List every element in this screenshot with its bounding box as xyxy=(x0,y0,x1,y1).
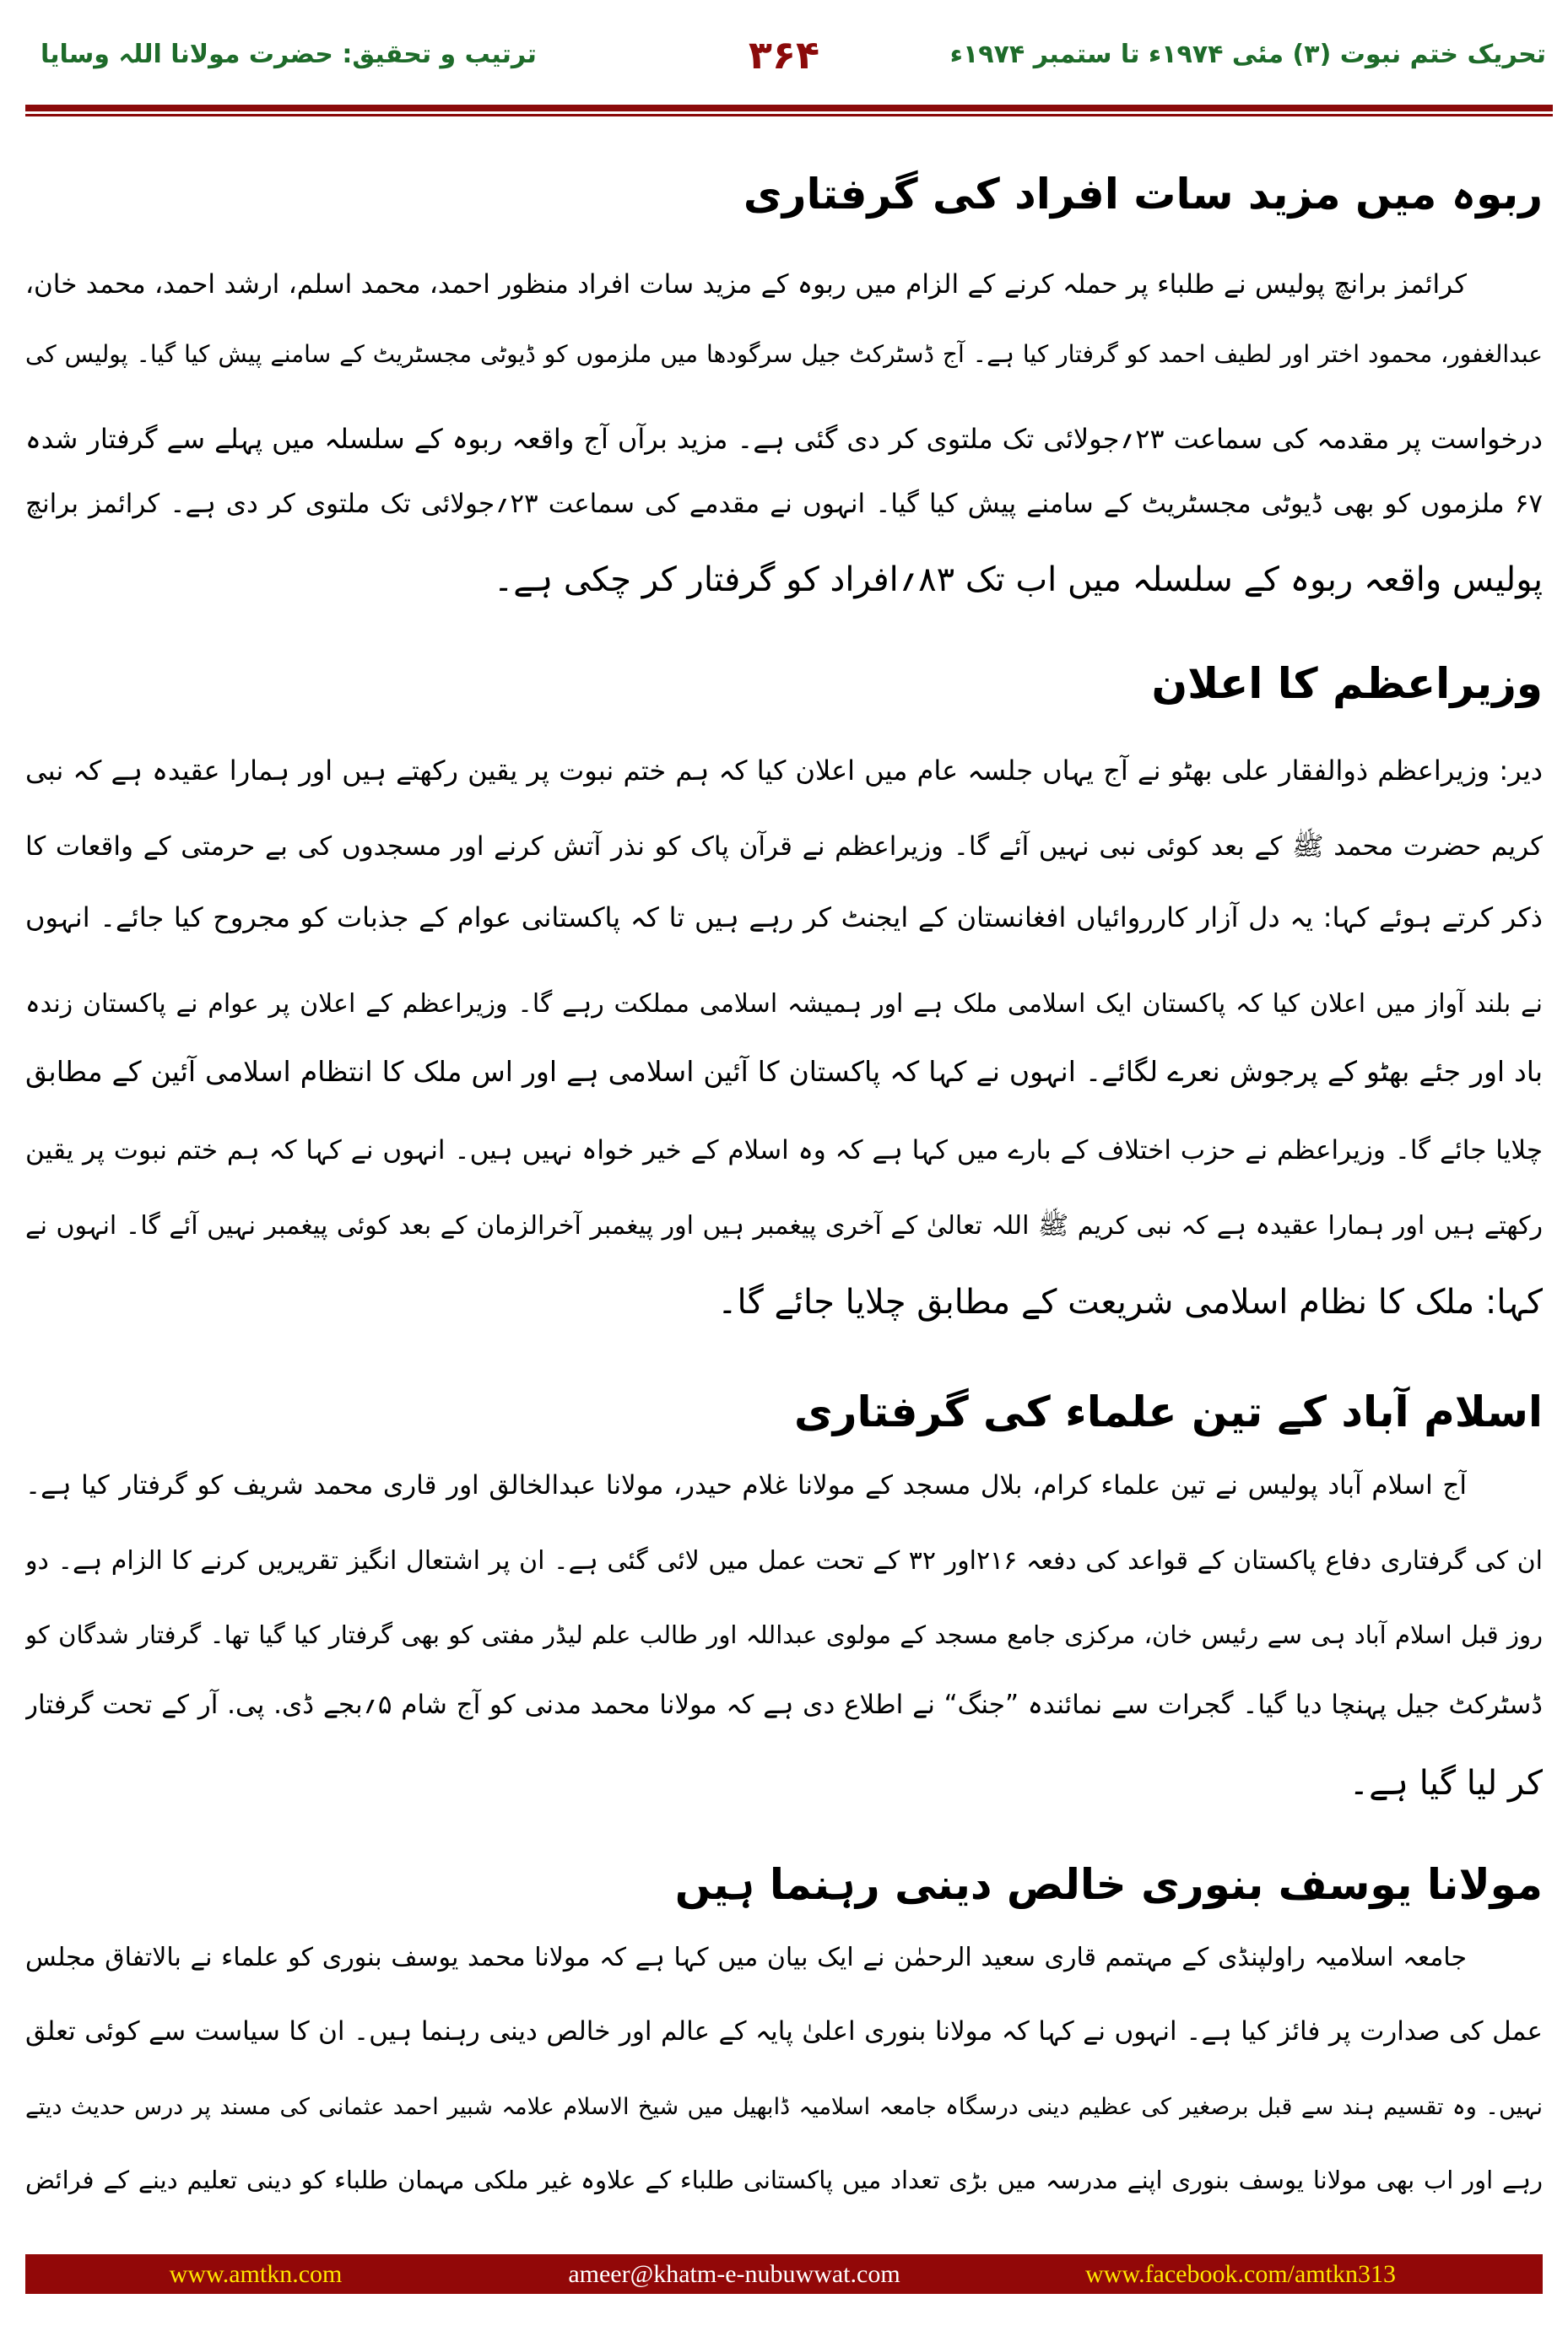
section-heading: وزیراعظم کا اعلان xyxy=(1151,659,1543,708)
text-line: عمل کی صدارت پر فائز کیا ہے۔ انہوں نے کہا کہ مولانا بنوری اعلیٰ پایہ کے عالم اور خالص دینی رہنما ہیں۔ ان کا سیاست سے کوئی تعلق xyxy=(25,2016,1543,2047)
text-line: پولیس واقعہ ربوہ کے سلسلہ میں اب تک ۸۳؍افراد کو گرفتار کر چکی ہے۔ xyxy=(493,560,1543,599)
text-line: کریم حضرت محمد ﷺ کے بعد کوئی نبی نہیں آئے گا۔ وزیراعظم نے قرآن پاک کو نذر آتش کرنے اور مسجدوں کی بے حرمتی کے واقعات کا xyxy=(25,831,1543,862)
text-line: عبدالغفور، محمود اختر اور لطیف احمد کو گرفتار کیا ہے۔ آج ڈسٹرکٹ جیل سرگودھا میں ملزموں کو ڈیوٹی مجسٹریٹ کے سامنے پیش کیا گیا۔ پولیس کی xyxy=(25,340,1543,368)
page-number: ۳۶۴ xyxy=(748,32,820,78)
text-line: کہا: ملک کا نظام اسلامی شریعت کے مطابق چلایا جائے گا۔ xyxy=(717,1283,1543,1322)
text-line: ڈسٹرکٹ جیل پہنچا دیا گیا۔ گجرات سے نمائندہ ”جنگ“ نے اطلاع دی ہے کہ مولانا محمد مدنی کو آج شام ۵؍بجے ڈی. پی. آر کے تحت گرفتار xyxy=(25,1690,1543,1720)
text-line: درخواست پر مقدمہ کی سماعت ۲۳؍جولائی تک ملتوی کر دی گئی ہے۔ مزید برآں آج واقعہ ربوہ کے سلسلہ میں پہلے سے گرفتار شدہ xyxy=(25,423,1543,455)
footer-bar xyxy=(25,2254,1543,2294)
section-heading: مولانا یوسف بنوری خالص دینی رہنما ہیں xyxy=(674,1860,1543,1909)
text-line: جامعہ اسلامیہ راولپنڈی کے مہتمم قاری سعید الرحمٰن نے ایک بیان میں کہا ہے کہ مولانا محمد یوسف بنوری کو علماء نے بالاتفاق مجلس xyxy=(25,1943,1467,1972)
facebook-link[interactable]: www.facebook.com/amtkn313 xyxy=(1085,2260,1396,2288)
text-line: چلایا جائے گا۔ وزیراعظم نے حزب اختلاف کے بارے میں کہا ہے کہ وہ اسلام کے خیر خواہ نہیں ہیں۔ انہوں نے کہا کہ ہم ختم نبوت پر یقین xyxy=(25,1135,1543,1166)
compiler-credit: ترتیب و تحقیق: حضرت مولانا اللہ وسایا xyxy=(41,40,537,69)
text-line: باد اور جئے بھٹو کے پرجوش نعرے لگائے۔ انہوں نے کہا کہ پاکستان کا آئین اسلامی ہے اور اس ملک کا انتظام اسلامی آئین کے مطابق xyxy=(25,1055,1543,1088)
book-title: تحریک ختم نبوت (۳) مئی ۱۹۷۴ء تا ستمبر ۱۹۷۴ء xyxy=(949,40,1546,69)
text-line: آج اسلام آباد پولیس نے تین علماء کرام، بلال مسجد کے مولانا غلام حیدر، مولانا عبدالخالق اور قاری محمد شریف کو گرفتار کیا ہے۔ xyxy=(25,1470,1467,1501)
text-line: ۶۷ ملزموں کو بھی ڈیوٹی مجسٹریٹ کے سامنے پیش کیا گیا۔ انہوں نے مقدمے کی سماعت ۲۳؍جولائی تک ملتوی کر دی ہے۔ کرائمز برانچ xyxy=(25,489,1543,519)
section-heading: اسلام آباد کے تین علماء کی گرفتاری xyxy=(793,1387,1543,1436)
text-line: رکھتے ہیں اور ہمارا عقیدہ ہے کہ نبی کریم ﷺ اللہ تعالیٰ کے آخری پیغمبر ہیں اور پیغمبر آخرالزمان کے بعد کوئی پیغمبر نہیں آئے گا۔ انہوں نے xyxy=(25,1211,1543,1241)
text-line: دیر: وزیراعظم ذوالفقار علی بھٹو نے آج یہاں جلسہ عام میں اعلان کیا کہ ہم ختم نبوت پر یقین رکھتے ہیں اور ہمارا عقیدہ ہے کہ نبی xyxy=(25,755,1543,787)
text-line: کر لیا گیا ہے۔ xyxy=(1349,1764,1543,1803)
text-line: ان کی گرفتاری دفاع پاکستان کے قواعد کی دفعہ ۲۱۶اور ۳۲ کے تحت عمل میں لائی گئی ہے۔ ان پر اشتعال انگیز تقریریں کرنے کا الزام ہے۔ دو xyxy=(25,1546,1543,1576)
text-line: نے بلند آواز میں اعلان کیا کہ پاکستان ایک اسلامی ملک ہے اور ہمیشہ اسلامی مملکت رہے گا۔ وزیراعظم کے اعلان پر عوام نے پاکستان زندہ xyxy=(25,989,1543,1019)
text-line: نہیں۔ وہ تقسیم ہند سے قبل برصغیر کی عظیم دینی درسگاہ جامعہ اسلامیہ ڈابھیل میں شیخ الاسلام علامہ شبیر احمد عثمانی کی مسند پر درس حدیث دیتے xyxy=(25,2094,1543,2120)
email-link[interactable]: ameer@khatm-e-nubuwwat.com xyxy=(568,2260,900,2288)
header-rule xyxy=(25,105,1553,111)
text-line: ذکر کرتے ہوئے کہا: یہ دل آزار کارروائیاں افغانستان کے ایجنٹ کر رہے ہیں تا کہ پاکستانی عوام کے جذبات کو مجروح کیا جائے۔ انہوں xyxy=(25,901,1543,933)
header-rule-thin xyxy=(25,114,1553,116)
website-link[interactable]: www.amtkn.com xyxy=(169,2260,343,2288)
text-line: روز قبل اسلام آباد ہی سے رئیس خان، مرکزی جامع مسجد کے مولوی عبداللہ اور طالب علم لیڈر مفتی کو بھی گرفتار کیا گیا تھا۔ گرفتار شدگان کو xyxy=(25,1620,1543,1649)
text-line: کرائمز برانچ پولیس نے طلباء پر حملہ کرنے کے الزام میں ربوہ کے مزید سات افراد منظور احمد، محمد اسلم، ارشد احمد، محمد خان، xyxy=(25,269,1467,300)
text-line: رہے اور اب بھی مولانا یوسف بنوری اپنے مدرسہ میں بڑی تعداد میں پاکستانی طلباء کے علاوہ غیر ملکی مہمان طلباء کو دینی تعلیم دینے کے فرائض xyxy=(25,2166,1543,2194)
section-heading: ربوہ میں مزید سات افراد کی گرفتاری xyxy=(743,170,1543,219)
